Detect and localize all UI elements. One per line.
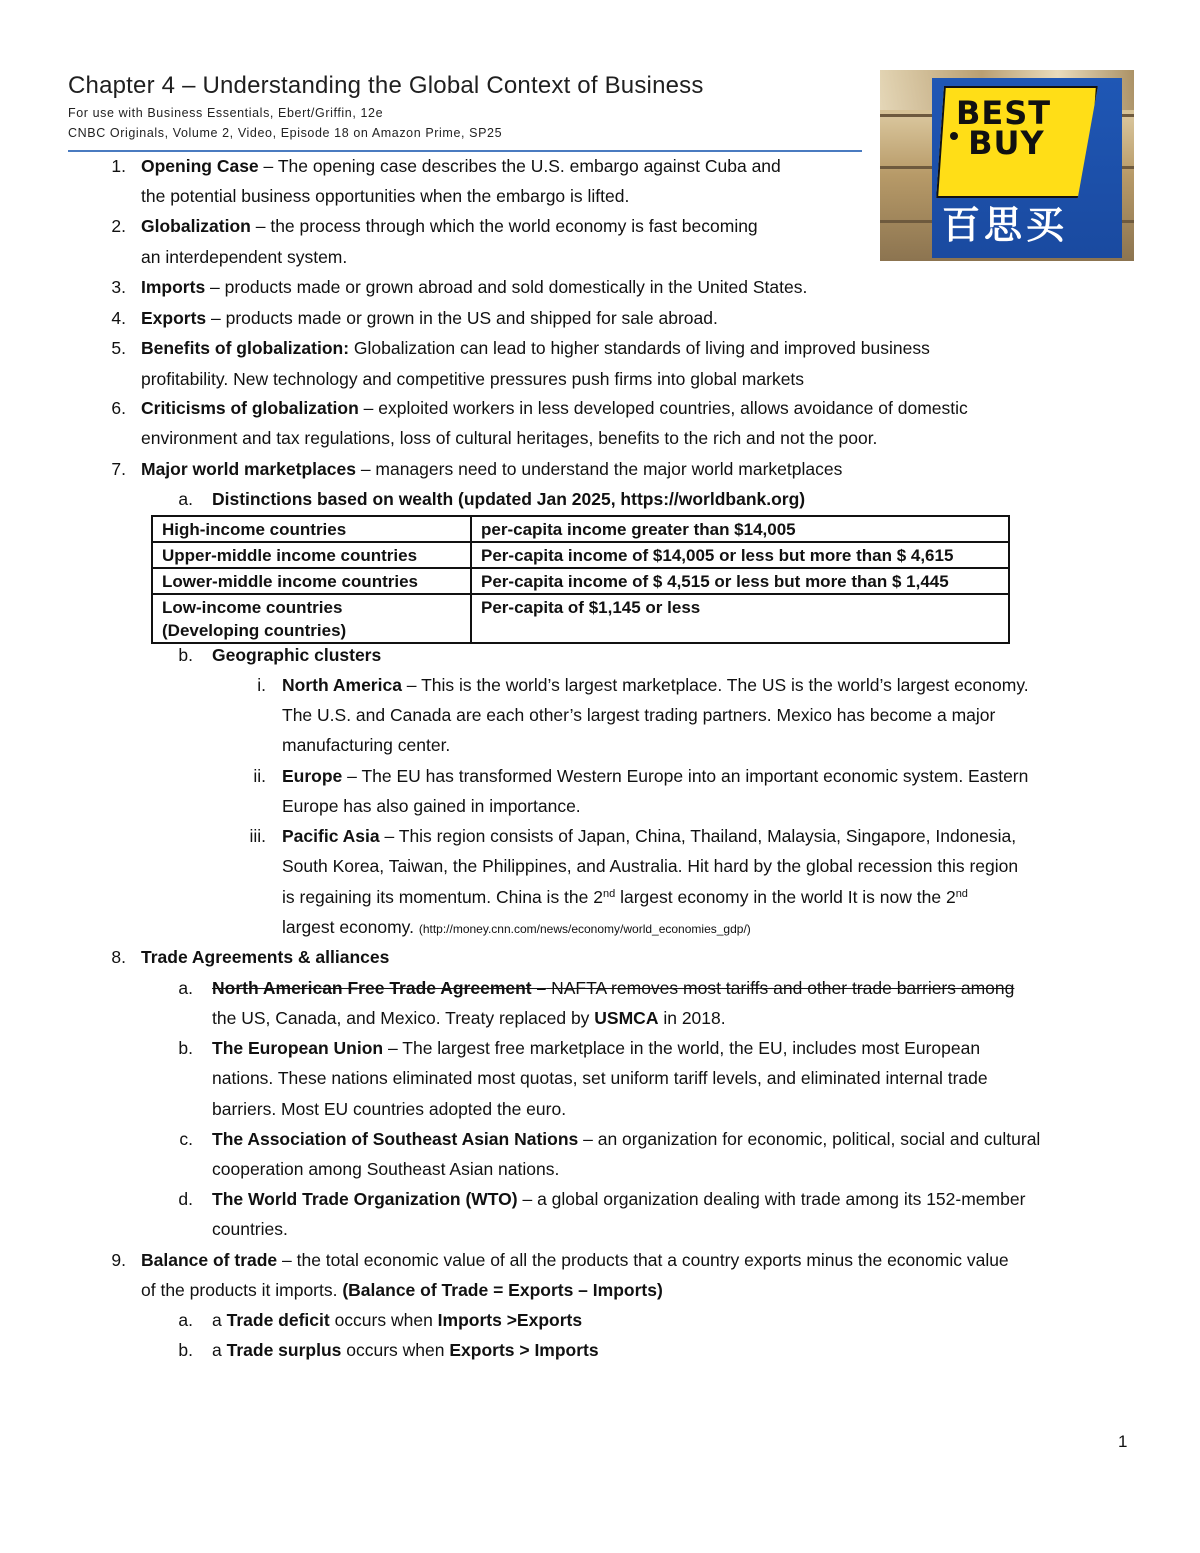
list-item [141, 303, 718, 333]
definition: – products made or grown abroad and sold domestically in the United States. [205, 277, 808, 297]
cluster-item [282, 670, 1029, 700]
roman-numeral: ii. [253, 766, 266, 786]
table-cell: Per-capita income of $ 4,515 or less but more than $ 1,445 [471, 568, 1009, 594]
text-run: of the products it imports. [141, 1280, 343, 1300]
subtitle-video: CNBC Originals, Volume 2, Video, Episode 18 on Amazon Prime, SP25 [68, 126, 503, 140]
table-cell: Per-capita of $1,145 or less [471, 594, 1009, 643]
list-item-continued: environment and tax regulations, loss of cultural heritages, benefits to the rich and not the poor. [141, 428, 878, 448]
list-number: 1. [111, 156, 126, 176]
list-number: 9. [111, 1250, 126, 1270]
table-cell [152, 594, 471, 643]
best-buy-logo-text: BEST BUY [956, 94, 1052, 162]
roman-numeral: i. [257, 675, 266, 695]
cluster-item-continued: South Korea, Taiwan, the Philippines, and Australia. Hit hard by the global recession this region [282, 856, 1019, 876]
roman-numeral: iii. [249, 826, 266, 846]
term: USMCA [594, 1008, 659, 1028]
table-cell: per-capita income greater than $14,005 [471, 516, 1009, 542]
page-title: Chapter 4 – Understanding the Global Context of Business [68, 72, 704, 99]
sublist-item-continued: barriers. Most EU countries adopted the euro. [212, 1099, 567, 1119]
list-item [141, 333, 930, 363]
list-item-continued: the potential business opportunities when the embargo is lifted. [141, 186, 630, 206]
list-item [141, 211, 758, 241]
cell-line: (Developing countries) [162, 621, 347, 640]
chinese-sign-text: 百思买 [942, 203, 1069, 247]
term: The World Trade Organization (WTO) [212, 1189, 518, 1209]
formula: (Balance of Trade = Exports – Imports) [342, 1280, 663, 1300]
term: The European Union [212, 1038, 384, 1058]
sublist-item-geographic: Geographic clusters [212, 645, 382, 665]
term: Exports > Imports [449, 1340, 599, 1360]
income-classification-table [151, 515, 1010, 644]
sublist-item-surplus [212, 1335, 599, 1365]
list-number: 4. [111, 308, 126, 328]
sublist-letter: b. [178, 1340, 193, 1360]
definition: – products made or grown in the US and shipped for sale abroad. [206, 308, 718, 328]
superscript: nd [955, 888, 968, 900]
term: The Association of Southeast Asian Nations [212, 1129, 579, 1149]
sublist-item-continued: cooperation among Southeast Asian nations. [212, 1159, 560, 1179]
term: Benefits of globalization: [141, 338, 350, 358]
sublist-item [212, 1033, 980, 1063]
definition: – the total economic value of all the products that a country exports minus the economic value [277, 1250, 1009, 1270]
sublist-letter: d. [178, 1189, 193, 1209]
sublist-letter: b. [178, 1038, 193, 1058]
definition: – a global organization dealing with trade among its 152-member [517, 1189, 1026, 1209]
definition: – the process through which the world economy is fast becoming [250, 216, 758, 236]
struck-through-item [212, 973, 1014, 1003]
term: Balance of trade [141, 1250, 278, 1270]
source-link[interactable]: (http://money.cnn.com/news/economy/world_economies_gdp/) [418, 922, 751, 936]
term: Europe [282, 766, 343, 786]
table-row [152, 542, 1009, 568]
superscript: nd [602, 888, 616, 900]
list-item-continued [141, 1275, 663, 1305]
list-number: 8. [111, 947, 126, 967]
text-run: in 2018. [658, 1008, 726, 1028]
list-item [141, 454, 842, 484]
sublist-letter: b. [178, 645, 193, 665]
sublist-item-continued: nations. These nations eliminated most quotas, set uniform tariff levels, and eliminated internal trade [212, 1068, 988, 1088]
sublist-item [212, 1124, 1040, 1154]
table-cell: Upper-middle income countries [152, 542, 471, 568]
list-item-continued: an interdependent system. [141, 247, 348, 267]
term: Trade deficit [226, 1310, 330, 1330]
sublist-item-continued [212, 1003, 726, 1033]
sublist-item-deficit [212, 1305, 582, 1335]
text-run: largest economy in the world It is now the 2 [615, 887, 956, 907]
list-item [141, 1245, 1009, 1275]
term: Exports [141, 308, 207, 328]
definition: – The largest free marketplace in the world, the EU, includes most European [383, 1038, 981, 1058]
definition: – The opening case describes the U.S. embargo against Cuba and [258, 156, 781, 176]
list-number: 5. [111, 338, 126, 358]
best-buy-store-sign-photo [880, 70, 1134, 261]
definition: Globalization can lead to higher standards of living and improved business [349, 338, 930, 358]
subtitle-book: For use with Business Essentials, Ebert/Griffin, 12e [68, 106, 384, 120]
term: Major world marketplaces [141, 459, 356, 479]
definition: – managers need to understand the major world marketplaces [355, 459, 843, 479]
definition: NAFTA removes most tariffs and other trade barriers among [546, 978, 1015, 998]
table-cell: Per-capita income of $14,005 or less but more than $ 4,615 [471, 542, 1009, 568]
cluster-item-continued: Europe has also gained in importance. [282, 796, 581, 816]
cluster-item [282, 821, 1016, 851]
text-run: occurs when [329, 1310, 438, 1330]
cluster-item [282, 761, 1028, 791]
list-item-heading: Trade Agreements & alliances [141, 947, 390, 967]
definition: – an organization for economic, political, social and cultural [578, 1129, 1041, 1149]
cluster-item-continued [282, 882, 968, 912]
cell-line: Low-income countries [162, 598, 343, 617]
list-item [141, 151, 781, 181]
term: North America [282, 675, 402, 695]
sublist-item [212, 1184, 1025, 1214]
sublist-item-wealth: Distinctions based on wealth (updated Jan 2025, https://worldbank.org) [212, 489, 806, 509]
text-run: a [212, 1310, 227, 1330]
text-run: the US, Canada, and Mexico. Treaty replaced by [212, 1008, 595, 1028]
list-item [141, 393, 968, 423]
term: Imports >Exports [437, 1310, 583, 1330]
term: Trade surplus [226, 1340, 342, 1360]
list-item-continued: profitability. New technology and competitive pressures push firms into global markets [141, 369, 805, 389]
term: Pacific Asia [282, 826, 380, 846]
cluster-item-continued: manufacturing center. [282, 735, 451, 755]
sublist-letter: c. [179, 1129, 193, 1149]
sublist-letter: a. [178, 489, 193, 509]
list-item [141, 272, 807, 302]
table-row [152, 594, 1009, 643]
cluster-item-continued [282, 912, 751, 944]
term: Globalization [141, 216, 251, 236]
list-number: 2. [111, 216, 126, 236]
definition: – exploited workers in less developed countries, allows avoidance of domestic [358, 398, 968, 418]
sublist-letter: a. [178, 978, 193, 998]
list-number: 3. [111, 277, 126, 297]
text-run: is regaining its momentum. China is the 2 [282, 887, 603, 907]
term: Opening Case [141, 156, 259, 176]
list-number: 6. [111, 398, 126, 418]
table-row [152, 516, 1009, 542]
page-number: 1 [1118, 1432, 1128, 1451]
definition: – This is the world’s largest marketplace. The US is the world’s largest economy. [401, 675, 1029, 695]
table-cell: Lower-middle income countries [152, 568, 471, 594]
text-run: a [212, 1340, 227, 1360]
sublist-item-continued: countries. [212, 1219, 288, 1239]
table-cell: High-income countries [152, 516, 471, 542]
term: North American Free Trade Agreement – [212, 978, 547, 998]
definition: – This region consists of Japan, China, Thailand, Malaysia, Singapore, Indonesia, [379, 826, 1017, 846]
cluster-item-continued: The U.S. and Canada are each other’s largest trading partners. Mexico has become a major [282, 705, 996, 725]
term: Imports [141, 277, 206, 297]
text-run: largest economy. [282, 917, 419, 937]
sublist-letter: a. [178, 1310, 193, 1330]
term: Criticisms of globalization [141, 398, 359, 418]
list-number: 7. [111, 459, 126, 479]
text-run: occurs when [341, 1340, 450, 1360]
table-row [152, 568, 1009, 594]
definition: – The EU has transformed Western Europe into an important economic system. Eastern [342, 766, 1029, 786]
